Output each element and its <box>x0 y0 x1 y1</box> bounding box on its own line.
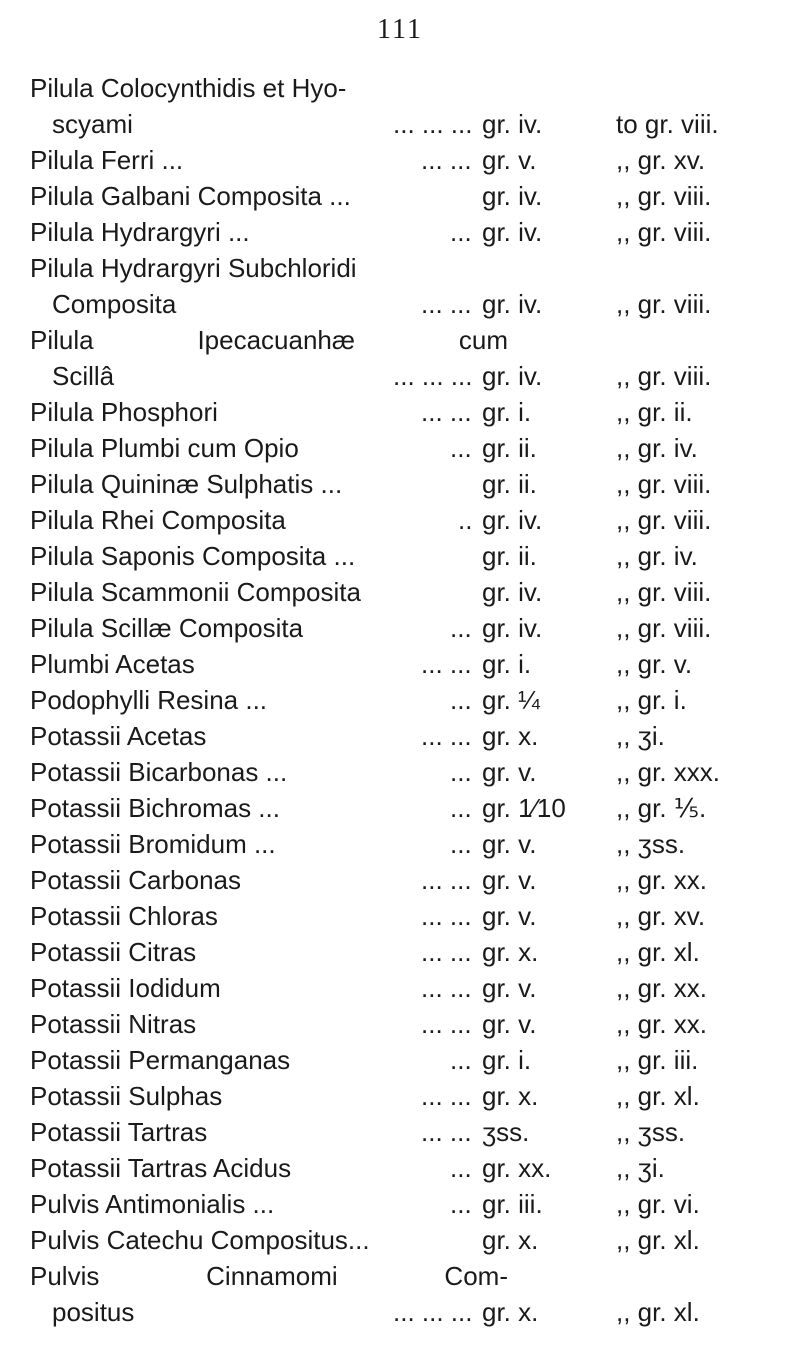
dose-row <box>0 1294 800 1330</box>
drug-name: Potassii Permanganas <box>30 1045 291 1075</box>
dose-row <box>0 790 800 826</box>
dose-max: ,, gr. viii. <box>616 505 712 535</box>
leader-dots: ... ... <box>421 649 472 679</box>
drug-name: Potassii Acetas <box>30 721 207 751</box>
dose-max: ,, gr. xl. <box>616 1225 700 1255</box>
dose-row <box>0 898 800 934</box>
dose-min: gr. iv. <box>482 505 543 535</box>
dose-min: gr. iv. <box>482 217 543 247</box>
leader-dots: ... ... <box>421 1009 472 1039</box>
leader-dots: ... ... ... <box>393 361 473 391</box>
dose-min: gr. i. <box>482 397 532 427</box>
leader-dots: ... <box>450 829 472 859</box>
dose-min: gr. v. <box>482 1009 537 1039</box>
leader-dots: ... ... <box>421 1117 472 1147</box>
dose-max: to gr. viii. <box>616 109 719 139</box>
dose-row <box>0 934 800 970</box>
dose-row <box>0 250 800 286</box>
drug-name: Potassii Tartras Acidus <box>30 1153 292 1183</box>
leader-dots: ... ... <box>421 289 472 319</box>
dose-min: gr. i. <box>482 649 532 679</box>
dose-max: ,, ʒss. <box>616 829 686 859</box>
dose-row <box>0 466 800 502</box>
dose-row <box>0 646 800 682</box>
drug-name: Potassii Citras <box>30 937 197 967</box>
dose-max: ,, ʒi. <box>616 721 665 751</box>
dose-min: gr. ii. <box>482 433 537 463</box>
dose-min: gr. iv. <box>482 577 543 607</box>
drug-name <box>30 322 508 358</box>
dose-min: gr. v. <box>482 145 537 175</box>
dose-row <box>0 394 800 430</box>
drug-name: Pulvis Antimonialis ... <box>30 1189 275 1219</box>
drug-name: Potassii Chloras <box>30 901 218 931</box>
dose-min: gr. x. <box>482 721 539 751</box>
dose-row <box>0 106 800 142</box>
leader-dots: ... ... <box>421 901 472 931</box>
dose-min: gr. ii. <box>482 541 537 571</box>
dose-row <box>0 1150 800 1186</box>
drug-name: Pilula Scillæ Composita <box>30 613 304 643</box>
dose-max: ,, gr. iv. <box>616 541 698 571</box>
dose-min: gr. x. <box>482 1225 539 1255</box>
dose-min: gr. v. <box>482 865 537 895</box>
drug-name <box>30 1258 508 1294</box>
drug-name: Potassii Bichromas ... <box>30 793 280 823</box>
leader-dots: ... ... <box>421 973 472 1003</box>
drug-name: Pilula Quininæ Sulphatis ... <box>30 469 343 499</box>
dose-max: ,, ʒi. <box>616 1153 665 1183</box>
dose-max: ,, gr. ⅕. <box>616 793 707 823</box>
drug-name: Composita <box>52 289 177 319</box>
drug-name-word: Com- <box>444 1261 508 1291</box>
dose-row <box>0 1006 800 1042</box>
dose-min: gr. iv. <box>482 361 543 391</box>
leader-dots: ... <box>450 793 472 823</box>
dose-max: ,, gr. vi. <box>616 1189 700 1219</box>
dose-row <box>0 754 800 790</box>
dose-max: ,, gr. xv. <box>616 901 706 931</box>
dose-min: gr. ii. <box>482 469 537 499</box>
dose-max: ,, gr. viii. <box>616 613 712 643</box>
drug-name: positus <box>52 1297 135 1327</box>
drug-name: Potassii Nitras <box>30 1009 197 1039</box>
dose-min: gr. xx. <box>482 1153 552 1183</box>
drug-name-word: Cinnamomi <box>206 1261 338 1291</box>
dose-row <box>0 430 800 466</box>
dose-min: gr. x. <box>482 1081 539 1111</box>
drug-name: Pilula Scammonii Composita <box>30 577 361 607</box>
drug-name-word: Pulvis <box>30 1261 100 1291</box>
drug-name: Pilula Hydrargyri Subchloridi <box>30 253 357 283</box>
dose-max: ,, gr. xl. <box>616 1081 700 1111</box>
drug-name-word: Pilula <box>30 325 94 355</box>
dose-max: ,, ʒss. <box>616 1117 686 1147</box>
dose-row <box>0 142 800 178</box>
dose-row <box>0 178 800 214</box>
leader-dots: ... <box>450 217 472 247</box>
dose-min: gr. iv. <box>482 613 543 643</box>
leader-dots: ... ... ... <box>393 1297 473 1327</box>
dose-max: ,, gr. xxx. <box>616 757 721 787</box>
dose-max: ,, gr. viii. <box>616 469 712 499</box>
drug-name: Pilula Rhei Composita <box>30 505 286 535</box>
drug-name: Potassii Iodidum <box>30 973 221 1003</box>
dose-table <box>0 70 800 1330</box>
dose-max: ,, gr. xx. <box>616 1009 708 1039</box>
drug-name: Pilula Phosphori <box>30 397 218 427</box>
dose-max: ,, gr. xl. <box>616 1297 700 1327</box>
leader-dots: ... <box>450 613 472 643</box>
leader-dots: ... <box>450 685 472 715</box>
drug-name-word: Ipecacuanhæ <box>197 325 356 355</box>
dose-row <box>0 1258 800 1294</box>
dose-min: gr. x. <box>482 1297 539 1327</box>
leader-dots: ... ... ... <box>393 109 473 139</box>
leader-dots: ... ... <box>421 721 472 751</box>
dose-row <box>0 862 800 898</box>
dose-max: ,, gr. viii. <box>616 181 712 211</box>
dose-row <box>0 1078 800 1114</box>
dose-max: ,, gr. viii. <box>616 217 712 247</box>
leader-dots: ... ... <box>421 865 472 895</box>
dose-min: gr. iii. <box>482 1189 543 1219</box>
dose-min: gr. x. <box>482 937 539 967</box>
dose-max: ,, gr. i. <box>616 685 687 715</box>
drug-name: Scillâ <box>52 361 115 391</box>
dose-min: gr. v. <box>482 829 537 859</box>
drug-name: Pilula Ferri ... <box>30 145 184 175</box>
dose-min: gr. i. <box>482 1045 532 1075</box>
dose-max: ,, gr. viii. <box>616 577 712 607</box>
leader-dots: ... <box>450 433 472 463</box>
dose-max: ,, gr. viii. <box>616 289 712 319</box>
dose-min: gr. v. <box>482 973 537 1003</box>
dose-row <box>0 970 800 1006</box>
dose-row <box>0 682 800 718</box>
dose-min: gr. iv. <box>482 181 543 211</box>
dose-max: ,, gr. xx. <box>616 865 708 895</box>
drug-name: Pilula Plumbi cum Opio <box>30 433 299 463</box>
leader-dots: ... ... <box>421 145 472 175</box>
dose-min: gr. iv. <box>482 109 543 139</box>
drug-name: Potassii Bromidum ... <box>30 829 276 859</box>
drug-name: Pilula Galbani Composita ... <box>30 181 351 211</box>
dose-min: ʒss. <box>482 1117 530 1147</box>
dose-row <box>0 358 800 394</box>
drug-name: Plumbi Acetas <box>30 649 195 679</box>
dose-row <box>0 286 800 322</box>
dose-row <box>0 502 800 538</box>
drug-name: Podophylli Resina ... <box>30 685 268 715</box>
leader-dots: ... <box>450 757 472 787</box>
dose-min: gr. v. <box>482 901 537 931</box>
leader-dots: ... <box>450 1153 472 1183</box>
dose-row <box>0 538 800 574</box>
drug-name: Pilula Saponis Composita ... <box>30 541 356 571</box>
dose-row <box>0 574 800 610</box>
leader-dots: ... <box>450 1045 472 1075</box>
dose-row <box>0 322 800 358</box>
leader-dots: ... ... <box>421 397 472 427</box>
dose-max: ,, gr. xv. <box>616 145 706 175</box>
dose-row <box>0 214 800 250</box>
dose-row <box>0 826 800 862</box>
leader-dots: ... <box>450 1189 472 1219</box>
drug-name: Potassii Tartras <box>30 1117 208 1147</box>
dose-row <box>0 1114 800 1150</box>
dose-max: ,, gr. iv. <box>616 433 698 463</box>
dose-row <box>0 1042 800 1078</box>
dose-max: ,, gr. ii. <box>616 397 693 427</box>
leader-dots: ... ... <box>421 1081 472 1111</box>
drug-name: Pilula Hydrargyri ... <box>30 217 250 247</box>
dose-max: ,, gr. xx. <box>616 973 708 1003</box>
dose-row <box>0 718 800 754</box>
leader-dots: .. <box>458 505 473 535</box>
dose-min: gr. v. <box>482 757 537 787</box>
dose-min: gr. 1⁄10 <box>482 793 566 823</box>
dose-max: ,, gr. iii. <box>616 1045 699 1075</box>
dose-min: gr. ¼ <box>482 685 540 715</box>
dose-max: ,, gr. xl. <box>616 937 700 967</box>
drug-name: Potassii Carbonas <box>30 865 241 895</box>
dose-max: ,, gr. v. <box>616 649 693 679</box>
dose-row <box>0 1186 800 1222</box>
leader-dots: ... ... <box>421 937 472 967</box>
drug-name: scyami <box>52 109 133 139</box>
drug-name-word: cum <box>458 325 508 355</box>
drug-name: Potassii Bicarbonas ... <box>30 757 288 787</box>
dose-row <box>0 1222 800 1258</box>
dose-min: gr. iv. <box>482 289 543 319</box>
drug-name: Potassii Sulphas <box>30 1081 223 1111</box>
drug-name: Pulvis Catechu Compositus... <box>30 1225 370 1255</box>
page-number: 111 <box>377 14 423 45</box>
dose-row <box>0 610 800 646</box>
drug-name: Pilula Colocynthidis et Hyo- <box>30 73 347 103</box>
dose-max: ,, gr. viii. <box>616 361 712 391</box>
dose-row <box>0 70 800 106</box>
